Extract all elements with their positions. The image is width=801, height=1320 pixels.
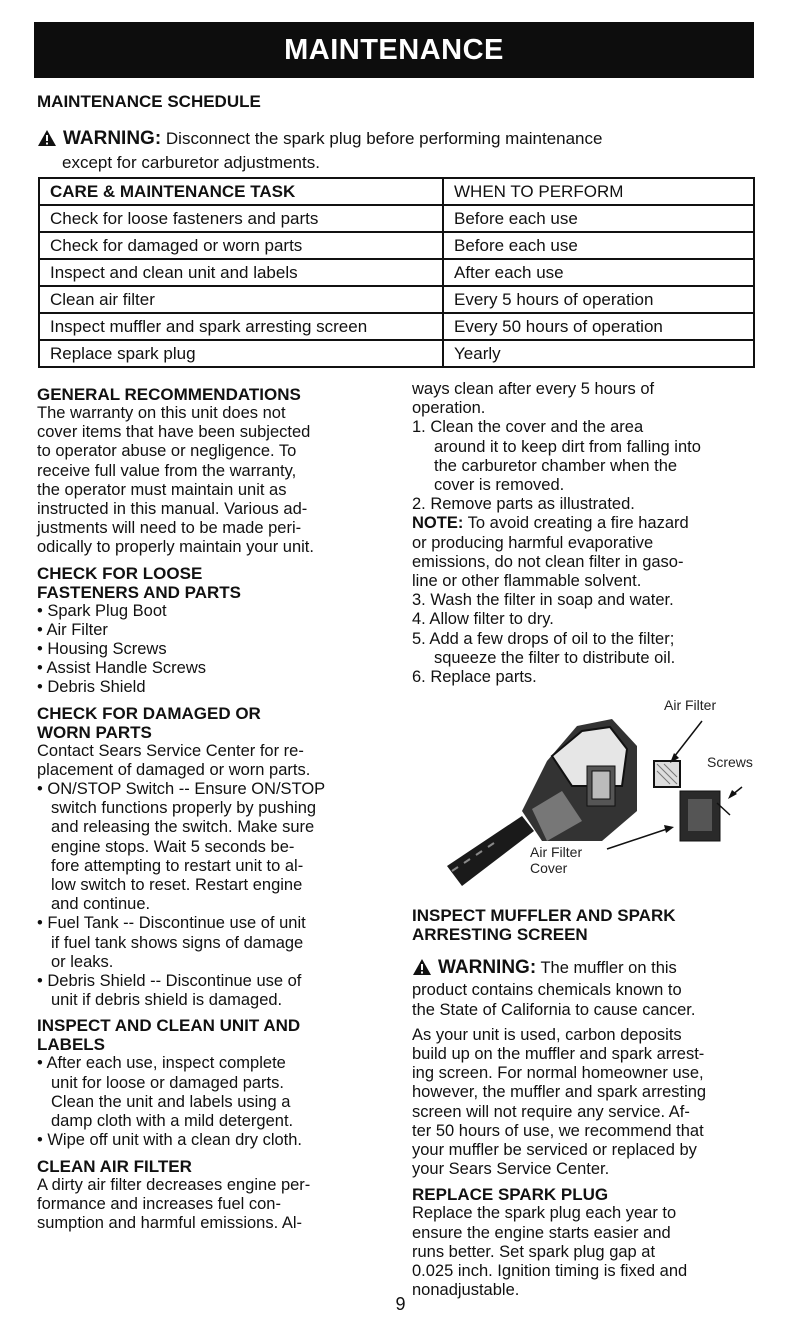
- damaged-bullet-debris: [37, 972, 397, 1010]
- text-line: placement of damaged or worn parts.: [37, 760, 311, 779]
- loose-heading-1: CHECK FOR LOOSE: [37, 563, 203, 583]
- table-row: [39, 313, 754, 340]
- text-line: • Debris Shield: [37, 678, 146, 697]
- step-3: [412, 591, 784, 610]
- label-cover-1: Air Filter: [530, 844, 583, 861]
- text-line: • After each use, inspect complete: [37, 1054, 286, 1073]
- text-line: • Assist Handle Screws: [37, 659, 207, 678]
- task-cell: Clean air filter: [39, 286, 443, 313]
- air-filter-heading: CLEAN AIR FILTER: [37, 1156, 192, 1176]
- text-line: • Wipe off unit with a clean dry cloth.: [37, 1131, 303, 1150]
- text-line: 2. Remove parts as illustrated.: [412, 495, 635, 514]
- text-line: • ON/STOP Switch -- Ensure ON/STOP: [37, 780, 326, 799]
- text-line: runs better. Set spark plug gap at: [412, 1242, 656, 1261]
- text-line: to operator abuse or negligence. To: [37, 442, 297, 461]
- text-line: A dirty air filter decreases engine per-: [37, 1175, 311, 1194]
- label-cover-2: Cover: [530, 860, 568, 877]
- text-line: and continue.: [51, 895, 151, 914]
- when-cell: Every 50 hours of operation: [443, 313, 754, 340]
- text-line: ways clean after every 5 hours of: [412, 380, 655, 398]
- warning-2-label: WARNING:: [438, 957, 537, 979]
- note-text: [412, 534, 784, 592]
- text-line: your Sears Service Center.: [412, 1160, 610, 1179]
- air-filter-illustration: [412, 691, 777, 901]
- table-row: [39, 259, 754, 286]
- task-cell: Check for loose fasteners and parts: [39, 205, 443, 232]
- text-line: the operator must maintain unit as: [37, 480, 287, 499]
- task-cell: Inspect and clean unit and labels: [39, 259, 443, 286]
- damaged-heading-1: CHECK FOR DAMAGED OR: [37, 703, 261, 723]
- trimmer-engine-drawing: [412, 691, 777, 901]
- warning-2-text: [412, 981, 784, 1019]
- text-line: around it to keep dirt from falling into: [434, 437, 701, 456]
- text-line: engine stops. Wait 5 seconds be-: [51, 837, 295, 856]
- task-cell: Check for damaged or worn parts: [39, 232, 443, 259]
- text-line: fore attempting to restart unit to al-: [51, 856, 304, 875]
- task-cell: Replace spark plug: [39, 340, 443, 367]
- label-air-filter: Air Filter: [664, 697, 717, 714]
- text-line: ing screen. For normal homeowner use,: [412, 1064, 704, 1083]
- text-line: emissions, do not clean filter in gaso-: [412, 552, 684, 571]
- warning-2: [412, 958, 784, 1020]
- text-line: justments will need to be made peri-: [37, 519, 302, 538]
- warning-triangle-icon: [37, 129, 57, 152]
- damaged-heading-2: WORN PARTS: [37, 722, 152, 742]
- text-line: unit for loose or damaged parts.: [51, 1073, 284, 1092]
- text-line: • Air Filter: [37, 620, 108, 639]
- section-banner: MAINTENANCE: [34, 22, 754, 78]
- text-line: the carburetor chamber when the: [434, 456, 678, 475]
- right-column: [412, 380, 784, 1301]
- text-line: 3. Wash the filter in soap and water.: [412, 591, 674, 610]
- text-line: build up on the muffler and spark arrest-: [412, 1045, 705, 1064]
- text-line: or leaks.: [51, 952, 114, 971]
- task-cell: Inspect muffler and spark arresting screen: [39, 313, 443, 340]
- text-line: squeeze the filter to distribute oil.: [434, 648, 676, 667]
- text-line: 4. Allow filter to dry.: [412, 610, 554, 629]
- schedule-title: MAINTENANCE SCHEDULE: [37, 92, 261, 111]
- text-line: product contains chemicals known to: [412, 981, 682, 1000]
- text-line: unit if debris shield is damaged.: [51, 991, 283, 1010]
- text-line: cover items that have been subjected: [37, 423, 311, 442]
- muffler-text: [412, 1026, 784, 1180]
- note: [412, 514, 784, 591]
- muffler-heading-1: INSPECT MUFFLER AND SPARK: [412, 906, 676, 926]
- air-filter-text: [37, 1176, 397, 1234]
- step-6: [412, 668, 784, 687]
- text-line: line or other flammable solvent.: [412, 572, 642, 591]
- text-line: low switch to reset. Restart engine: [51, 876, 303, 895]
- table-header-row: [39, 178, 754, 205]
- table-row: [39, 205, 754, 232]
- text-line: 0.025 inch. Ignition timing is fixed and: [412, 1262, 688, 1281]
- text-line: or producing harmful evaporative: [412, 533, 654, 552]
- page-number: 9: [395, 1294, 406, 1314]
- text-line: nonadjustable.: [412, 1281, 520, 1300]
- text-line: • Housing Screws: [37, 640, 167, 659]
- table-row: [39, 286, 754, 313]
- step-1: [412, 418, 784, 495]
- text-line: odically to properly maintain your unit.: [37, 538, 314, 557]
- table-row: [39, 232, 754, 259]
- when-cell: After each use: [443, 259, 754, 286]
- text-line: As your unit is used, carbon deposits: [412, 1025, 682, 1044]
- text-line: 6. Replace parts.: [412, 668, 537, 687]
- warning-2-first-line: The muffler on this: [540, 959, 677, 978]
- text-line: Replace the spark plug each year to: [412, 1204, 677, 1223]
- damaged-bullet-fuel: [37, 914, 397, 972]
- label-screws: Screws: [707, 754, 753, 771]
- step-4: [412, 610, 784, 629]
- text-line: The warranty on this unit does not: [37, 404, 286, 422]
- inspect-heading-2: LABELS: [37, 1035, 105, 1055]
- step-2: [412, 495, 784, 514]
- left-column: [37, 380, 397, 1233]
- text-line: • Debris Shield -- Discontinue use of: [37, 972, 302, 991]
- text-line: receive full value from the warranty,: [37, 461, 297, 480]
- text-line: and releasing the switch. Make sure: [51, 818, 315, 837]
- damaged-bullet-switch: [37, 780, 397, 914]
- inspect-heading-1: INSPECT AND CLEAN UNIT AND: [37, 1016, 301, 1036]
- header-when: WHEN TO PERFORM: [443, 178, 754, 205]
- inspect-bullet-1: [37, 1054, 397, 1131]
- text-line: ensure the engine starts easier and: [412, 1223, 671, 1242]
- loose-heading-2: FASTENERS AND PARTS: [37, 582, 242, 602]
- text-line: • Fuel Tank -- Discontinue use of unit: [37, 914, 306, 933]
- text-line: Contact Sears Service Center for re-: [37, 741, 304, 760]
- warning-block: [37, 128, 767, 173]
- text-line: however, the muffler and spark arresting: [412, 1083, 707, 1102]
- text-line: • Spark Plug Boot: [37, 601, 167, 620]
- text-line: operation.: [412, 399, 486, 418]
- text-line: instructed in this manual. Various ad-: [37, 500, 308, 519]
- when-cell: Before each use: [443, 232, 754, 259]
- text-line: sumption and harmful emissions. Al-: [37, 1213, 303, 1232]
- warning-text: Disconnect the spark plug before performing maintenance: [165, 129, 603, 148]
- step-5: [412, 630, 784, 668]
- text-line: damp cloth with a mild detergent.: [51, 1112, 294, 1131]
- general-recommendations-heading: GENERAL RECOMMENDATIONS: [37, 385, 301, 404]
- table-row: [39, 340, 754, 367]
- text-line: your muffler be serviced or replaced by: [412, 1141, 697, 1160]
- spark-plug-text: [412, 1204, 784, 1300]
- general-recommendations-text: [37, 404, 397, 558]
- text-line: cover is removed.: [434, 476, 565, 495]
- air-filter-text-cont: [412, 380, 784, 418]
- note-first-line: To avoid creating a fire hazard: [467, 514, 689, 533]
- damaged-text: [37, 742, 397, 780]
- when-cell: Every 5 hours of operation: [443, 286, 754, 313]
- text-line: 1. Clean the cover and the area: [412, 418, 644, 437]
- text-line: Clean the unit and labels using a: [51, 1092, 291, 1111]
- when-cell: Yearly: [443, 340, 754, 367]
- text-line: the State of California to cause cancer.: [412, 1000, 696, 1019]
- warning-label: WARNING:: [63, 128, 162, 149]
- note-label: NOTE:: [412, 514, 464, 533]
- maintenance-schedule-table: [38, 177, 755, 368]
- inspect-bullet-2: [37, 1131, 397, 1150]
- text-line: 5. Add a few drops of oil to the filter;: [412, 629, 675, 648]
- loose-list: [37, 602, 397, 698]
- text-line: switch functions properly by pushing: [51, 799, 317, 818]
- text-line: ter 50 hours of use, we recommend that: [412, 1121, 704, 1140]
- text-line: formance and increases fuel con-: [37, 1194, 281, 1213]
- muffler-heading-2: ARRESTING SCREEN: [412, 925, 588, 945]
- text-line: screen will not require any service. Af-: [412, 1102, 690, 1121]
- text-line: if fuel tank shows signs of damage: [51, 933, 304, 952]
- warning-text-cont: except for carburetor adjustments.: [62, 153, 320, 172]
- header-task: CARE & MAINTENANCE TASK: [39, 178, 443, 205]
- when-cell: Before each use: [443, 205, 754, 232]
- spark-plug-heading: REPLACE SPARK PLUG: [412, 1185, 609, 1205]
- warning-triangle-icon: [412, 958, 432, 981]
